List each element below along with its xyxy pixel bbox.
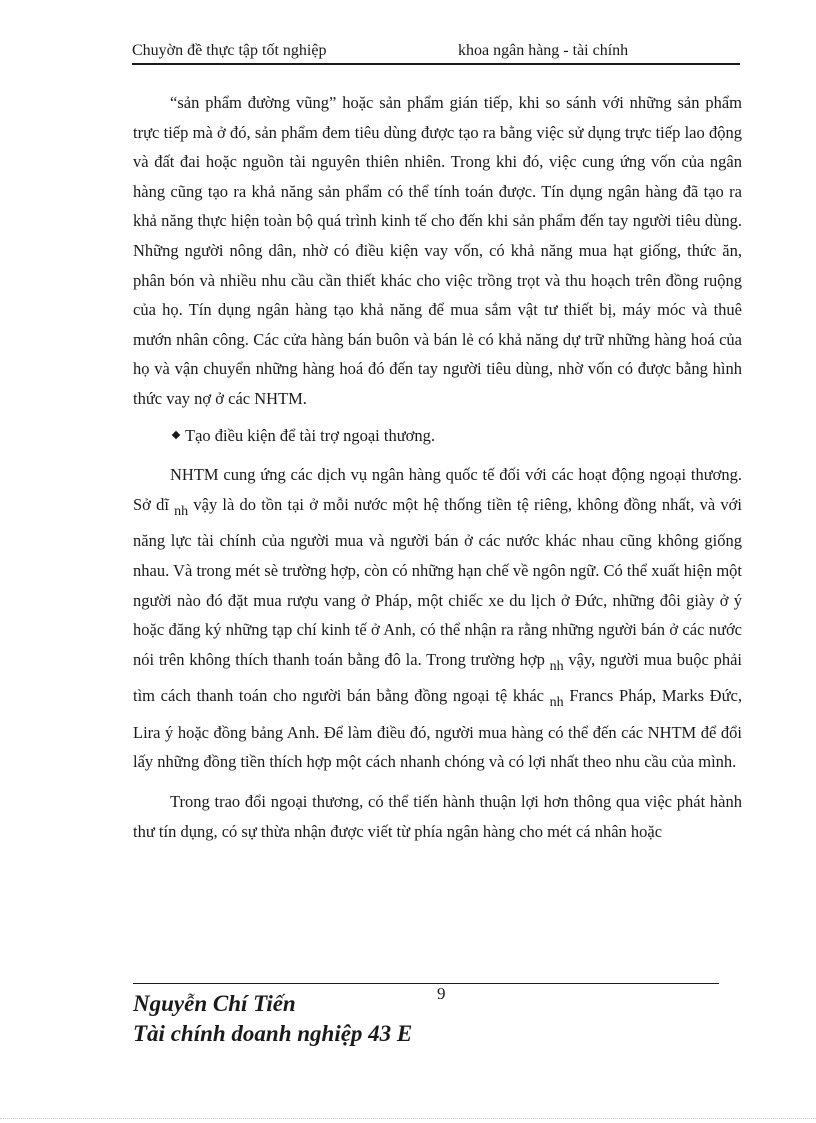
subscript-nh: nh [549, 695, 564, 711]
paragraph-4: Trong trao đổi ngoại thương, có thể tiến hành thuận lợi hơn thông qua việc phát hành thư tín dụng, có sự thừa nhận được viết từ phía ngân hàng cho mét cá nhân hoặc [133, 792, 742, 841]
bullet-text: Tạo điều kiện để tài trợ ngoại thương. [185, 425, 435, 445]
footer-class: Tài chính doanh nghiệp 43 E [133, 1021, 413, 1046]
bullet-item [133, 421, 742, 451]
page-bottom-dotted-line [0, 1118, 816, 1119]
footer-author: Nguyễn Chí Tiến [133, 991, 296, 1016]
paragraph-3-part-d: Francs Pháp, Marks Đức, Lira ý hoặc đồng bảng Anh. Để làm điều đó, người mua hàng có thể đến các NHTM để đổi lấy những đồng tiền thích hợp một cách nhanh chóng và có lợi nhất theo nhu cầu của mình. [133, 686, 742, 772]
paragraph-1: “sản phẩm đường vũng” hoặc sản phẩm gián tiếp, khi so sánh với những sản phẩm trực tiếp mà ở đó, sản phẩm đem tiêu dùng được tạo ra bằng việc sử dụng trực tiếp lao động và đất đai hoặc nguồn tài nguyên thiên nhiên. Trong khi đó, việc cung ứng vốn của ngân hàng cũng tạo ra khả năng sản phẩm có thể tính toán được. Tín dụng ngân hàng đã tạo ra khả năng thực hiện toàn bộ quá trình kinh tế cho đến khi sản phẩm đến tay người tiêu dùng. Những người nông dân, nhờ có điều kiện vay vốn, có khả năng mua hạt giống, thức ăn, phân bón và nhiều nhu cầu cần thiết khác cho việc trồng trọt và thu hoạch trên đồng ruộng của họ. Tín dụng ngân hàng tạo khả năng để mua sắm vật tư thiết bị, máy móc và thuê mướn nhân công. Các cửa hàng bán buôn và bán lẻ có khả năng dự trữ những hàng hoá của họ và vận chuyển những hàng hoá đó đến tay người tiêu dùng, nhờ vốn có được bằng hình thức vay nợ ở các NHTM. [133, 93, 742, 408]
subscript-nh: nh [174, 503, 189, 519]
document-body [133, 88, 742, 846]
header-title: Chuyờn đề thực tập tốt nghiệp [132, 42, 327, 59]
subscript-nh: nh [549, 658, 564, 674]
page-number: 9 [437, 984, 446, 1003]
paragraph-3-part-b: vậy là do tồn tại ở mỗi nước một hệ thống tiền tệ riêng, không đồng nhất, và với năng lực tài chính của người mua và người bán ở các nước khác nhau cũng không giống nhau. Và trong mét sè trường hợp, còn có những hạn chế về ngôn ngữ. Có thể xuất hiện một người nào đó đặt mua rượu vang ở Pháp, một chiếc xe du lịch ở Đức, những đôi giày ở ý hoặc đăng ký những tạp chí kinh tế ở Anh, có thể nhận ra rằng những người bán ở các nước nói trên không thích thanh toán bằng đô la. Trong trường hợp [133, 494, 742, 669]
paragraph-3-part-c: vậy, người mua buộc phải tìm cách thanh toán cho người bán bằng đồng ngoại tệ khác [133, 649, 742, 706]
page-header [132, 41, 740, 65]
diamond-bullet-icon [172, 430, 180, 438]
paragraph-3-part-a: NHTM cung ứng các dịch vụ ngân hàng quốc tế đối với các hoạt động ngoại thương. Sở dĩ [133, 465, 742, 514]
paragraph-3 [133, 460, 742, 777]
header-department: khoa ngân hàng - tài chính [458, 42, 629, 59]
footer-rule [133, 983, 719, 984]
